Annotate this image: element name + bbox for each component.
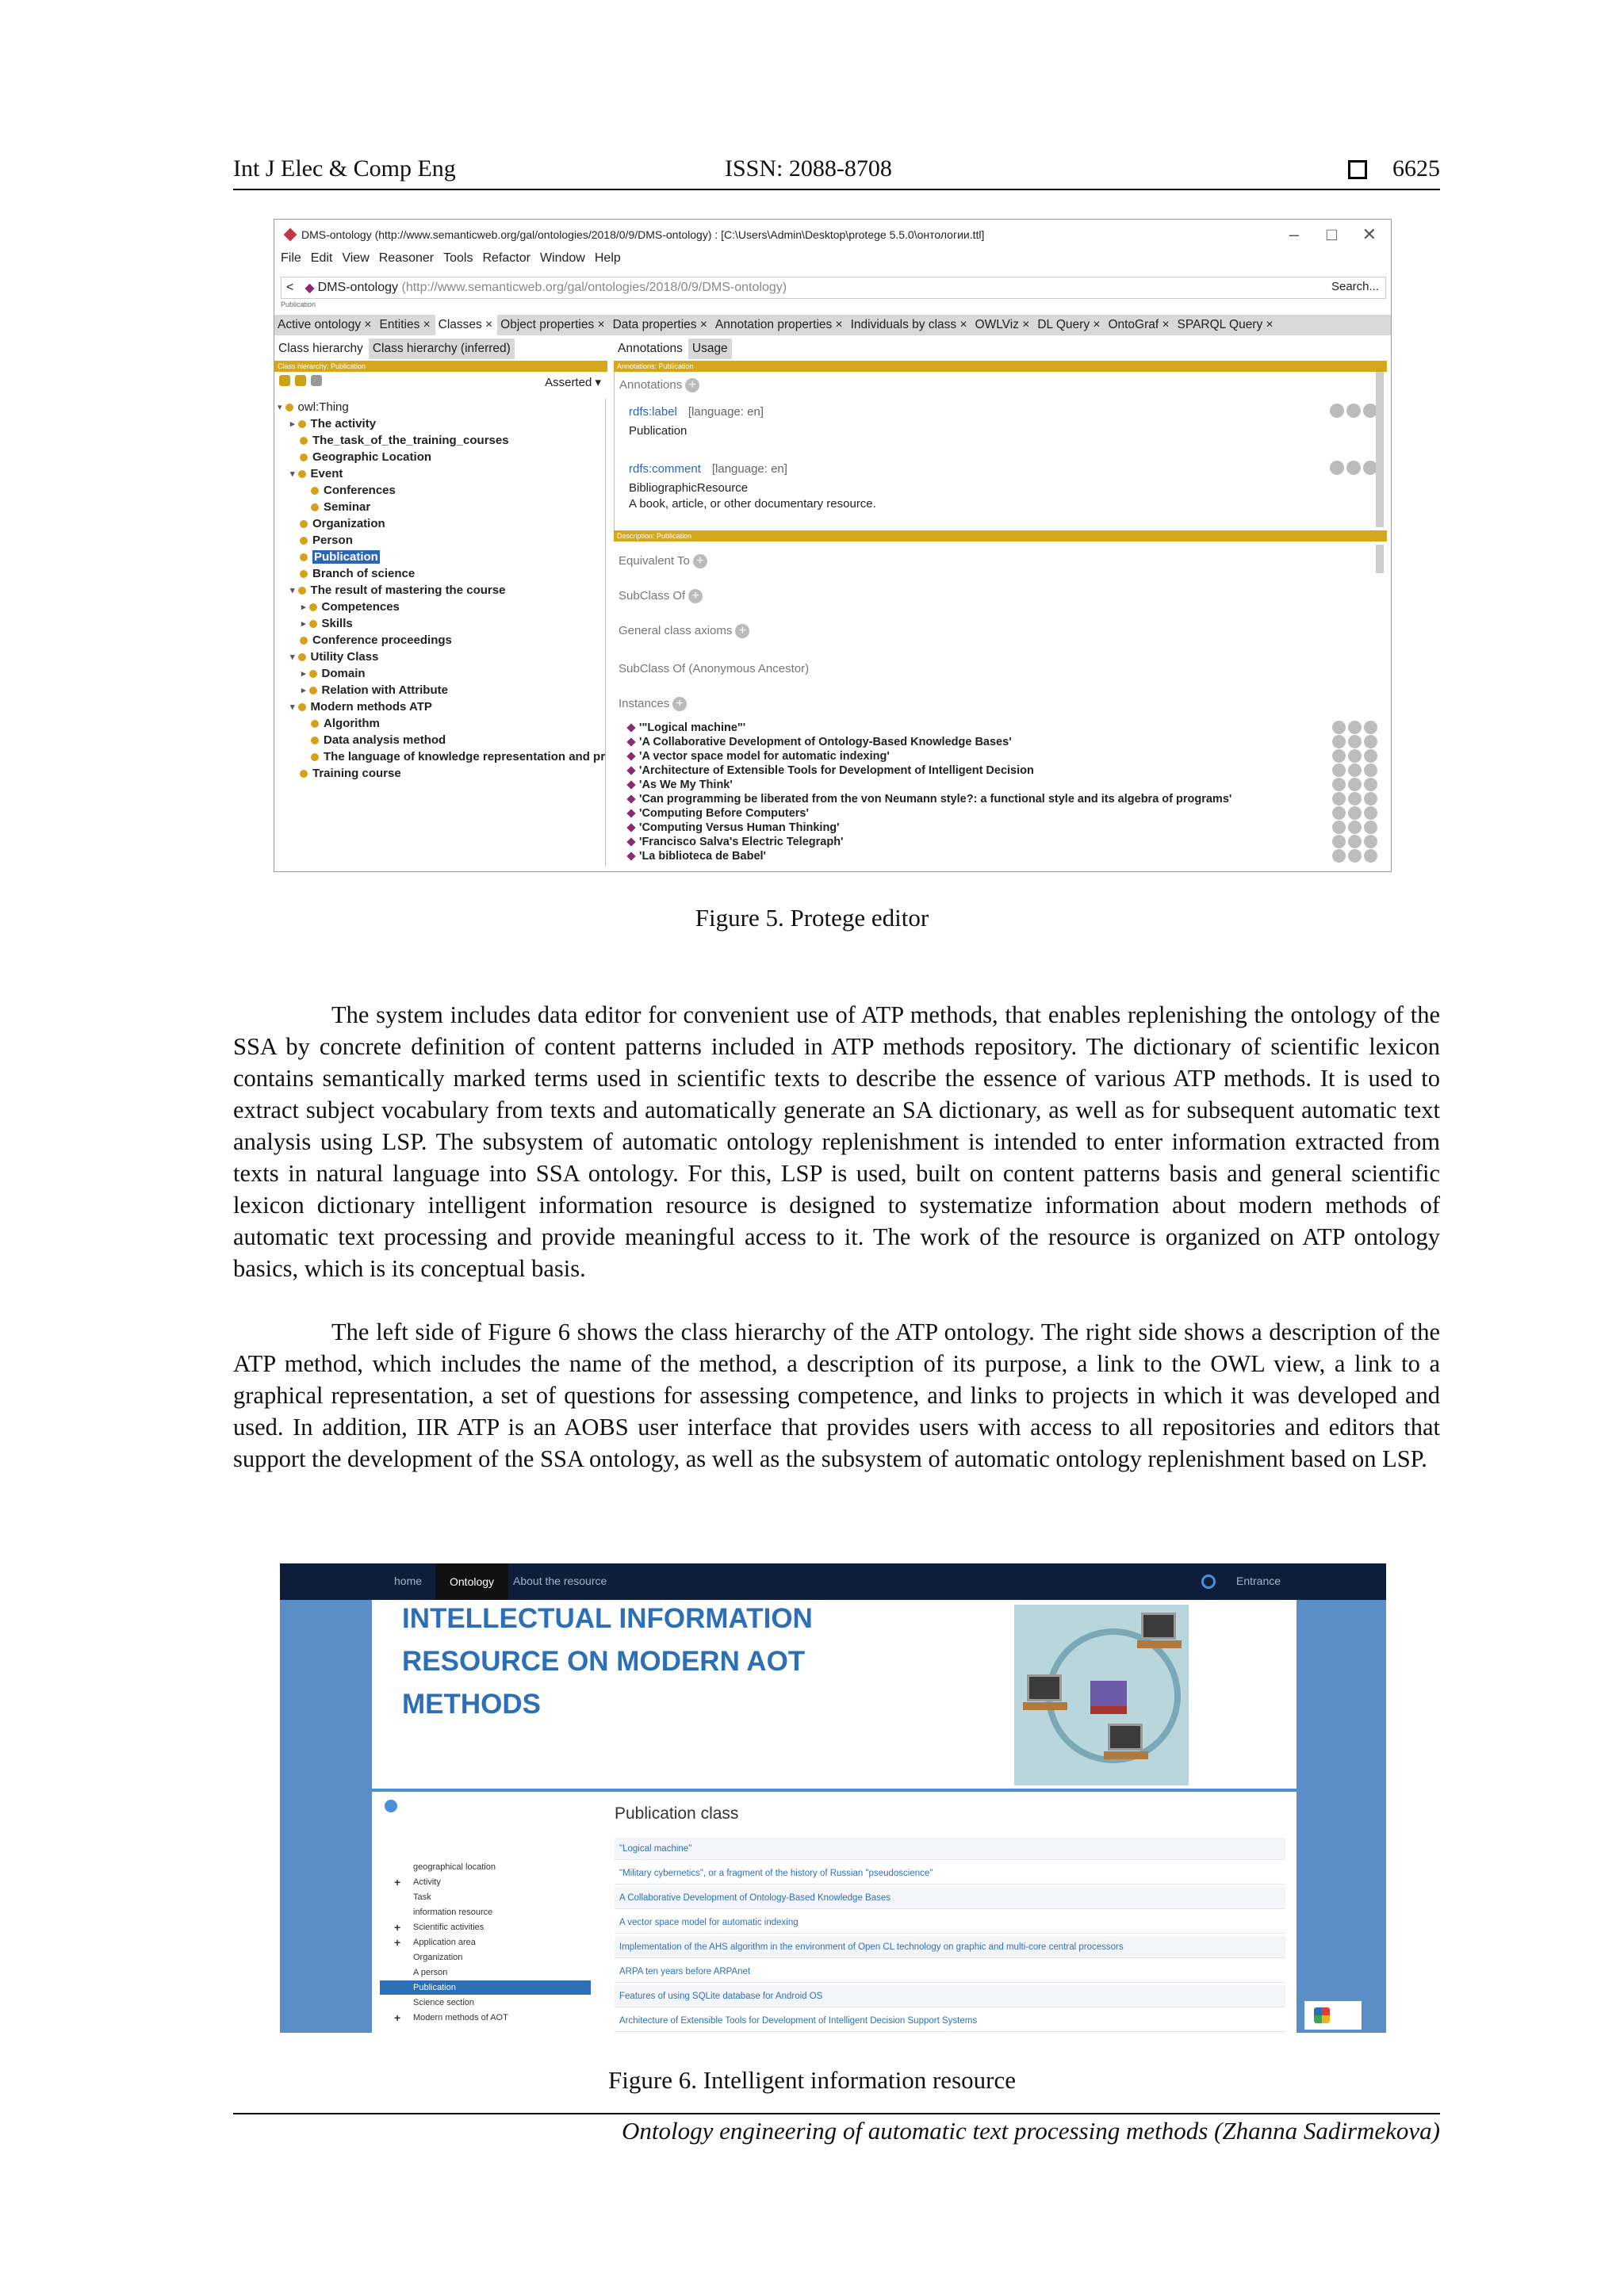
instance-actions xyxy=(1332,806,1377,820)
delete-icon[interactable] xyxy=(1348,735,1362,748)
edit-icon[interactable] xyxy=(1364,792,1377,806)
asserted-dropdown[interactable]: Asserted ▾ xyxy=(545,376,601,389)
delete-icon[interactable] xyxy=(1346,461,1361,475)
expand-icon[interactable]: ▾ xyxy=(290,702,295,712)
running-header xyxy=(233,155,1440,190)
plus-icon[interactable]: + xyxy=(394,2011,401,2024)
journal-name: Int J Elec & Comp Eng xyxy=(233,155,456,182)
individual-icon xyxy=(626,780,635,789)
class-icon xyxy=(309,620,317,628)
maximize-icon[interactable]: □ xyxy=(1326,224,1337,244)
instance-item[interactable]: 'Computing Before Computers' xyxy=(628,806,809,821)
edit-icon[interactable] xyxy=(1364,749,1377,763)
tree-node[interactable]: ▸ Competences xyxy=(301,600,400,614)
instance-item[interactable]: 'Architecture of Extensible Tools for Development of Intelligent Decision xyxy=(628,763,1034,778)
individual-icon xyxy=(626,766,635,775)
tree-node[interactable]: ▸ The activity xyxy=(290,417,377,430)
delete-icon[interactable] xyxy=(1348,749,1362,763)
class-icon xyxy=(311,737,319,744)
sidebar-item[interactable]: + Activity xyxy=(394,1876,441,1888)
tab-annotation-properties[interactable]: Annotation properties × xyxy=(714,318,843,331)
expand-icon[interactable]: ▾ xyxy=(278,403,282,412)
tab-owlviz[interactable]: OWLViz × xyxy=(975,318,1030,331)
nav-ontology[interactable]: Ontology xyxy=(435,1563,508,1600)
sidebar-item-selected[interactable]: Publication xyxy=(380,1980,591,1995)
main-area xyxy=(372,1792,1297,2033)
edit-icon[interactable] xyxy=(1364,835,1377,848)
close-icon[interactable]: ✕ xyxy=(1362,224,1377,244)
plus-icon[interactable]: + xyxy=(394,1936,401,1949)
instance-actions xyxy=(1332,763,1377,777)
instance-item[interactable]: '"Logical machine"' xyxy=(628,721,745,735)
tree-node[interactable]: Conference proceedings xyxy=(300,632,452,649)
instance-actions xyxy=(1332,721,1377,734)
add-subclass-icon[interactable]: + xyxy=(688,589,703,603)
individual-icon xyxy=(626,851,635,860)
class-icon xyxy=(300,770,308,778)
search-icon[interactable] xyxy=(1201,1575,1216,1589)
instance-actions xyxy=(1332,749,1377,763)
instance-actions xyxy=(1332,821,1377,834)
scrollbar[interactable] xyxy=(1376,372,1384,527)
instance-actions xyxy=(1332,735,1377,748)
annotations-panel xyxy=(614,372,1387,530)
hero-title-line: METHODS xyxy=(402,1689,541,1720)
tree-node[interactable]: ▾ owl:Thing xyxy=(278,400,349,414)
books-icon xyxy=(1090,1681,1127,1714)
general-axioms-label: General class axioms + xyxy=(619,624,749,638)
sidebar-item[interactable]: information resource xyxy=(413,1908,493,1917)
edit-icon[interactable] xyxy=(1364,806,1377,820)
sidebar-item[interactable]: Organization xyxy=(413,1953,463,1962)
annotations-bar: Annotations: Publication xyxy=(614,361,1387,372)
protege-logo-icon xyxy=(284,228,297,242)
class-icon xyxy=(311,487,319,495)
instance-item[interactable]: 'Francisco Salva's Electric Telegraph' xyxy=(628,835,844,849)
paragraph: The system includes data editor for convenient use of ATP methods, that enables replenishing the ontology of the SSA by concrete definition of content patterns included in ATP methods repository. The dictionary of scientific lexicon contains semantically marked terms used in scientific texts to describe the essence of various ATP methods. It is used to extract subject vocabulary from texts and automatically generate an SA dictionary, as well as for subsequent automatic text analysis using LSP. The subsystem of automatic ontology replenishment is intended to enter information extracted from texts in natural language into SSA ontology. For this, LSP is used, built on content patterns basis and general scientific lexicon dictionary intelligent information resource is designed to systematize information about modern methods of automatic text processing and provide meaningful access to it. The work of the resource is organized on ATP ontology basics, which is its conceptual basis. xyxy=(233,1001,1440,1282)
sidebar-item[interactable]: Science section xyxy=(413,1998,475,2007)
add-instance-icon[interactable]: + xyxy=(672,697,687,711)
hero-title-line: INTELLECTUAL INFORMATION xyxy=(402,1603,813,1634)
instance-item[interactable]: 'As We My Think' xyxy=(628,778,733,792)
class-sidebar xyxy=(380,1792,591,2033)
tab-sparql-query[interactable]: SPARQL Query × xyxy=(1177,318,1274,331)
page-number: 6625 xyxy=(1392,155,1440,182)
instance-actions xyxy=(1332,792,1377,806)
tab-entities[interactable]: Entities × xyxy=(379,318,431,331)
tree-node[interactable]: Geographic Location xyxy=(300,449,431,465)
delete-icon[interactable] xyxy=(1348,721,1362,734)
top-navigation xyxy=(280,1563,1386,1600)
instance-actions xyxy=(1332,835,1377,848)
subclass-of-label: SubClass Of + xyxy=(619,589,703,603)
footer-rule xyxy=(233,2113,1440,2114)
help-icon[interactable] xyxy=(1332,778,1346,791)
expand-icon[interactable]: ▾ xyxy=(290,469,295,479)
scrollbar[interactable] xyxy=(1376,545,1384,573)
list-item[interactable]: "Military cybernetics", or a fragment of the history of Russian "pseudoscience" xyxy=(615,1862,1285,1885)
add-subclass-icon[interactable] xyxy=(279,375,290,386)
ontology-url: (http://www.semanticweb.org/gal/ontologies/2018/0/9/DMS-ontology) xyxy=(401,281,787,294)
computer-icon xyxy=(1027,1674,1062,1701)
tab-data-properties[interactable]: Data properties × xyxy=(612,318,707,331)
individual-icon xyxy=(626,752,635,760)
list-item[interactable]: Features of using SQLite database for Android OS xyxy=(615,1985,1285,2007)
delete-icon[interactable] xyxy=(1348,849,1362,863)
class-icon xyxy=(300,453,308,461)
main-tabs xyxy=(274,315,1391,335)
menu-file[interactable]: File xyxy=(281,251,301,265)
window-title: DMS-ontology (http://www.semanticweb.org/gal/ontologies/2018/0/9/DMS-ontology) : [C:\Users\Admin\Desktop\protege 5.5.0\онтологии.ttl] xyxy=(301,228,985,241)
sidebar-item[interactable]: + Scientific activities xyxy=(394,1921,485,1934)
tree-node[interactable]: Conferences xyxy=(311,482,396,499)
class-icon xyxy=(298,470,306,478)
tree-node[interactable]: Algorithm xyxy=(311,715,380,732)
tree-node[interactable]: Seminar xyxy=(311,499,370,515)
annotation-comment-value: A book, article, or other documentary resource. xyxy=(629,497,876,511)
content-title: Publication class xyxy=(615,1804,739,1823)
search-box[interactable]: Search... xyxy=(1331,280,1379,293)
expand-icon[interactable]: ▸ xyxy=(301,619,306,629)
tree-node[interactable]: Branch of science xyxy=(300,565,415,582)
description-bar: Description: Publication xyxy=(614,530,1387,541)
sidebar-item[interactable]: Task xyxy=(413,1892,431,1902)
instance-item[interactable]: 'Computing Versus Human Thinking' xyxy=(628,821,840,835)
class-icon xyxy=(300,553,308,561)
right-tabs xyxy=(614,339,733,359)
tree-node[interactable]: The language of knowledge representation and pr xyxy=(311,748,605,765)
ontology-address-bar[interactable] xyxy=(281,277,1386,299)
list-item[interactable]: A vector space model for automatic indexing xyxy=(615,1911,1285,1934)
menu-window[interactable]: Window xyxy=(539,251,585,265)
expand-icon[interactable]: ▸ xyxy=(301,603,306,612)
menu-view[interactable]: View xyxy=(342,251,370,265)
menu-edit[interactable]: Edit xyxy=(310,251,333,265)
add-annotation-icon[interactable]: + xyxy=(685,378,699,392)
edit-icon[interactable] xyxy=(1364,778,1377,791)
nav-home[interactable]: home xyxy=(394,1575,423,1587)
tab-annotations[interactable]: Annotations xyxy=(614,339,687,359)
annotation-label: rdfs:label [language: en] xyxy=(629,405,764,419)
help-icon[interactable] xyxy=(1332,792,1346,806)
individual-icon xyxy=(626,809,635,817)
delete-icon[interactable] xyxy=(1348,821,1362,834)
individual-icon xyxy=(626,837,635,846)
class-hierarchy-bar: Class hierarchy: Publication xyxy=(274,361,607,372)
add-axiom-icon[interactable]: + xyxy=(735,624,749,638)
edit-icon[interactable] xyxy=(1364,821,1377,834)
paragraph: The left side of Figure 6 shows the class hierarchy of the ATP ontology. The right side shows a description of the ATP method, which includes the name of the method, a description of its purpose, a link to the OWL view, a link to a graphical representation, a set of questions for assessing competence, and links to projects in which it was developed and used. In addition, IIR ATP is an AOBS user interface that provides users with access to all repositories and editors that support the development of the SSA ontology, as well as the subsystem of automatic ontology replenishment based on LSP. xyxy=(233,1318,1440,1472)
add-sibling-icon[interactable] xyxy=(295,375,306,386)
description-panel xyxy=(614,543,1387,872)
help-icon[interactable] xyxy=(1332,721,1346,734)
class-icon xyxy=(298,653,306,661)
class-icon xyxy=(285,404,293,411)
help-icon[interactable] xyxy=(1332,806,1346,820)
info-icon[interactable] xyxy=(1330,461,1344,475)
annotation-actions xyxy=(1330,404,1377,418)
class-icon xyxy=(298,703,306,711)
annotations-heading: Annotations + xyxy=(619,378,699,392)
tab-ontograf[interactable]: OntoGraf × xyxy=(1108,318,1170,331)
square-icon xyxy=(1348,160,1367,179)
expand-icon[interactable]: ▾ xyxy=(290,652,295,662)
annotation-label-value: Publication xyxy=(629,424,688,438)
figure6-caption: Figure 6. Intelligent information resource xyxy=(608,2066,1016,2094)
delete-icon[interactable] xyxy=(1346,404,1361,418)
menu-tools[interactable]: Tools xyxy=(443,251,473,265)
tab-dl-query[interactable]: DL Query × xyxy=(1037,318,1101,331)
instance-item[interactable]: 'A Collaborative Development of Ontology-Based Knowledge Bases' xyxy=(628,735,1012,749)
back-arrow-icon[interactable]: < xyxy=(286,281,294,294)
individual-icon xyxy=(626,794,635,803)
tree-node[interactable]: ▸ Skills xyxy=(301,617,353,630)
delete-icon[interactable] xyxy=(1348,792,1362,806)
tree-node-selected[interactable]: Publication xyxy=(300,549,380,565)
computer-icon xyxy=(1141,1613,1176,1640)
plus-icon[interactable]: + xyxy=(394,1876,401,1888)
tree-node[interactable]: ▾ Utility Class xyxy=(290,650,379,664)
class-icon xyxy=(300,437,308,445)
instance-item[interactable]: 'A vector space model for automatic indexing' xyxy=(628,749,890,763)
expand-icon[interactable] xyxy=(385,1800,397,1812)
edit-icon[interactable] xyxy=(1364,735,1377,748)
expand-icon[interactable]: ▸ xyxy=(290,419,295,429)
nav-entrance[interactable]: Entrance xyxy=(1236,1575,1281,1587)
tab-individuals-by-class[interactable]: Individuals by class × xyxy=(850,318,967,331)
hero-title-line: RESOURCE ON MODERN AOT xyxy=(402,1646,806,1677)
help-icon[interactable] xyxy=(1332,835,1346,848)
window-titlebar xyxy=(274,220,1391,250)
tree-node[interactable]: ▾ Event xyxy=(290,467,343,480)
running-footer: Ontology engineering of automatic text processing methods (Zhanna Sadirmekova) xyxy=(621,2117,1440,2145)
class-icon xyxy=(311,720,319,728)
sidebar-item[interactable]: A person xyxy=(413,1968,448,1977)
sidebar-item[interactable]: + Application area xyxy=(394,1936,476,1949)
delete-icon[interactable] xyxy=(1348,778,1362,791)
tab-classes[interactable]: Classes × xyxy=(435,315,498,335)
tab-object-properties[interactable]: Object properties × xyxy=(500,318,605,331)
delete-class-icon[interactable] xyxy=(311,375,322,386)
class-icon xyxy=(298,587,306,595)
expand-icon[interactable]: ▸ xyxy=(301,686,306,695)
delete-icon[interactable] xyxy=(1348,763,1362,777)
class-icon xyxy=(298,420,306,428)
left-tabs xyxy=(274,339,607,359)
menu-reasoner[interactable]: Reasoner xyxy=(378,251,435,265)
annotation-actions xyxy=(1330,461,1377,475)
network-illustration xyxy=(1014,1605,1189,1785)
class-icon xyxy=(309,670,317,678)
class-icon xyxy=(300,537,308,545)
tab-class-hierarchy-inferred[interactable]: Class hierarchy (inferred) xyxy=(369,339,515,359)
instance-actions xyxy=(1332,778,1377,791)
instance-actions xyxy=(1332,849,1377,863)
tab-usage[interactable]: Usage xyxy=(688,339,732,359)
annotation-comment-value: BibliographicResource xyxy=(629,481,749,495)
class-icon xyxy=(300,637,308,645)
edit-icon[interactable] xyxy=(1364,849,1377,863)
class-icon xyxy=(300,520,308,528)
list-item[interactable]: Architecture of Extensible Tools for Development of Intelligent Decision Support Systems xyxy=(615,2010,1285,2032)
ontology-icon: ◆ xyxy=(304,281,315,295)
colorful-logo-icon xyxy=(1314,2007,1330,2023)
edit-icon[interactable] xyxy=(1364,763,1377,777)
list-item[interactable]: A Collaborative Development of Ontology-Based Knowledge Bases xyxy=(615,1887,1285,1909)
help-icon[interactable] xyxy=(1332,735,1346,748)
hierarchy-toolbar xyxy=(274,372,607,394)
tree-node[interactable]: Data analysis method xyxy=(311,732,446,748)
delete-icon[interactable] xyxy=(1348,806,1362,820)
tab-class-hierarchy[interactable]: Class hierarchy xyxy=(274,339,367,359)
tree-node[interactable]: Training course xyxy=(300,765,401,782)
annotation-comment: rdfs:comment [language: en] xyxy=(629,462,787,476)
tree-node[interactable]: Person xyxy=(300,532,353,549)
class-icon xyxy=(311,503,319,511)
individual-icon xyxy=(626,723,635,732)
widget-badge[interactable] xyxy=(1304,2001,1362,2030)
instance-item[interactable]: 'Can programming be liberated from the von Neumann style?: a functional style and its algebra of programs' xyxy=(628,792,1231,806)
add-equivalent-icon[interactable]: + xyxy=(693,554,707,568)
help-icon[interactable] xyxy=(1332,849,1346,863)
protege-window xyxy=(274,219,1392,872)
tree-node[interactable]: ▾ The result of mastering the course xyxy=(290,584,506,597)
individual-icon xyxy=(626,737,635,746)
instances-label: Instances + xyxy=(619,697,687,711)
help-icon[interactable] xyxy=(1332,763,1346,777)
class-tree xyxy=(274,399,606,867)
computer-icon xyxy=(1108,1724,1143,1751)
edit-icon[interactable] xyxy=(1364,721,1377,734)
menu-refactor[interactable]: Refactor xyxy=(482,251,530,265)
list-item[interactable]: "Logical machine" xyxy=(615,1838,1285,1860)
list-item[interactable]: ARPA ten years before ARPAnet xyxy=(615,1961,1285,1983)
issn: ISSN: 2088-8708 xyxy=(725,155,892,182)
class-icon xyxy=(311,753,319,761)
equivalent-to-label: Equivalent To + xyxy=(619,554,707,568)
ontology-name: DMS-ontology xyxy=(317,281,399,294)
expand-icon[interactable]: ▾ xyxy=(290,586,295,595)
delete-icon[interactable] xyxy=(1348,835,1362,848)
class-icon xyxy=(309,687,317,695)
class-icon xyxy=(300,570,308,578)
instance-item[interactable]: 'La biblioteca de Babel' xyxy=(628,849,766,863)
tree-node[interactable]: Organization xyxy=(300,515,385,532)
class-icon xyxy=(309,603,317,611)
expand-icon[interactable]: ▸ xyxy=(301,669,306,679)
individual-icon xyxy=(626,823,635,832)
list-item[interactable]: Implementation of the AHS algorithm in the environment of Open CL technology on graphic and multi-core central processors xyxy=(615,1936,1285,1958)
tab-active-ontology[interactable]: Active ontology × xyxy=(278,318,372,331)
figure5-caption: Figure 5. Protege editor xyxy=(695,904,929,932)
nav-about[interactable]: About the resource xyxy=(513,1575,607,1587)
minimize-icon[interactable]: – xyxy=(1289,224,1299,244)
help-icon[interactable] xyxy=(1332,821,1346,834)
sidebar-item[interactable]: + Modern methods of AOT xyxy=(394,2011,508,2024)
tree-node[interactable]: ▾ Modern methods ATP xyxy=(290,700,432,714)
help-icon[interactable] xyxy=(1332,749,1346,763)
breadcrumb: Publication xyxy=(281,300,316,308)
tree-node[interactable]: The_task_of_the_training_courses xyxy=(300,432,509,449)
tree-node[interactable]: ▸ Domain xyxy=(301,667,366,680)
tree-node[interactable]: ▸ Relation with Attribute xyxy=(301,683,448,697)
menu-bar xyxy=(274,251,630,274)
anonymous-ancestor-label: SubClass Of (Anonymous Ancestor) xyxy=(619,662,810,675)
hero-banner xyxy=(372,1600,1297,1790)
info-icon[interactable] xyxy=(1330,404,1344,418)
sidebar-item[interactable]: geographical location xyxy=(413,1862,496,1872)
menu-help[interactable]: Help xyxy=(594,251,621,265)
plus-icon[interactable]: + xyxy=(394,1921,401,1934)
web-resource-screenshot xyxy=(280,1563,1386,2033)
